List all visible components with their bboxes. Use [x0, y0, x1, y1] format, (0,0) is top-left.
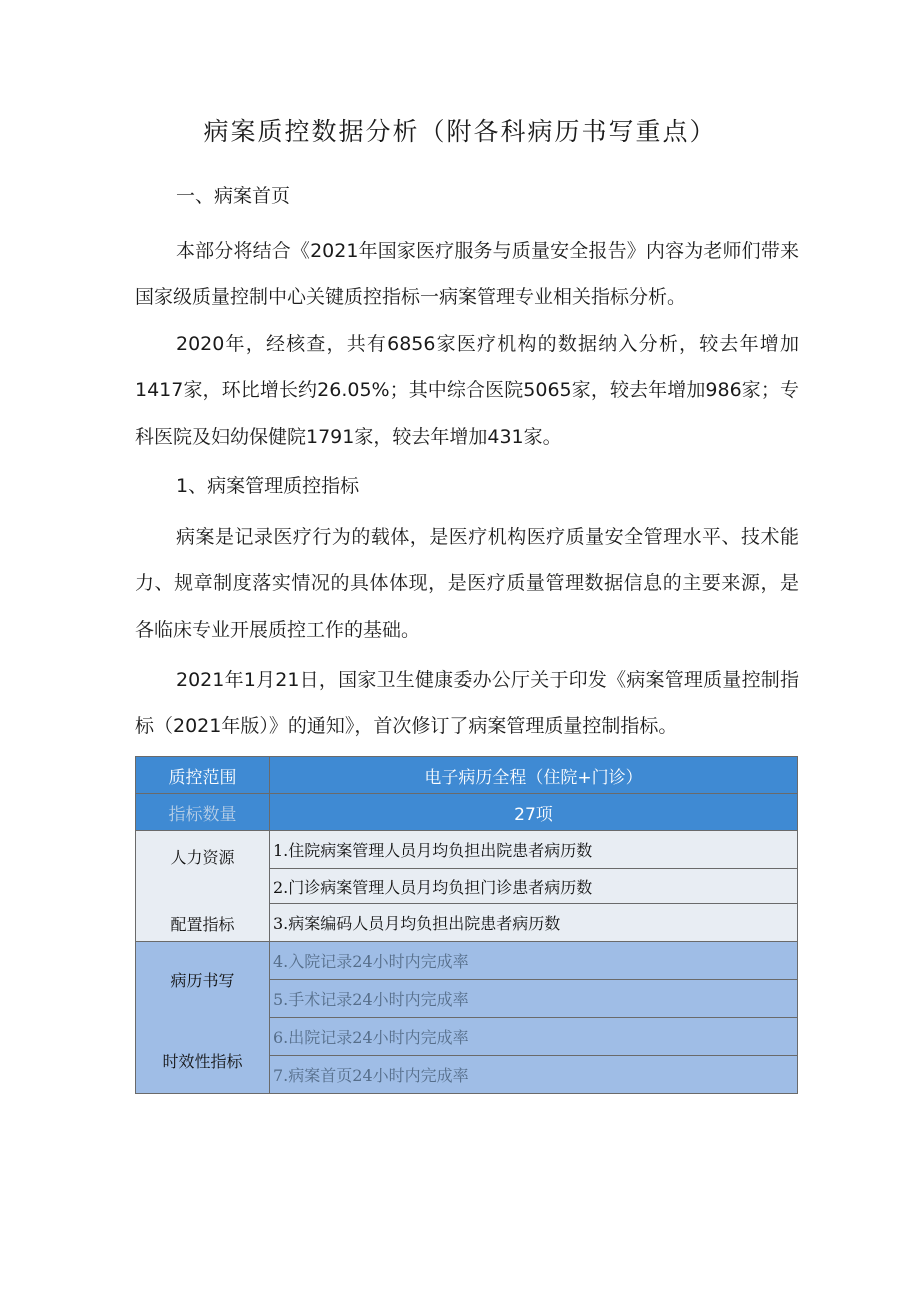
category-staffing [136, 831, 270, 942]
count-value: 27项 [270, 794, 798, 831]
subsection-heading: 1、病案管理质控指标 [176, 475, 360, 497]
category-timeliness [136, 942, 270, 1094]
section-heading: 一、病案首页 [176, 185, 291, 207]
paragraph-notice: 2021年1月21日，国家卫生健康委办公厅关于印发《病案管理质量控制指标（2021年版）》的通知》，首次修订了病案管理质量控制指标。 [135, 669, 799, 738]
paragraph-definition: 病案是记录医疗行为的载体，是医疗机构医疗质量安全管理水平、技术能力、规章制度落实情况的具体体现，是医疗质量管理数据信息的主要来源，是各临床专业开展质控工作的基础。 [135, 526, 799, 641]
header-scope-label: 质控范围 [136, 757, 270, 794]
indicator-item: 4.入院记录24小时内完成率 [270, 942, 798, 980]
table-header-row [136, 757, 798, 794]
category-timeliness-line1: 病历书写 [170, 970, 235, 990]
indicator-item: 6.出院记录24小时内完成率 [270, 1018, 798, 1056]
paragraph-intro: 本部分将结合《2021年国家医疗服务与质量安全报告》内容为老师们带来国家级质量控制中心关键质控指标一病案管理专业相关指标分析。 [135, 240, 799, 309]
category-staffing-line2: 配置指标 [170, 915, 235, 934]
indicator-item: 7.病案首页24小时内完成率 [270, 1056, 798, 1094]
indicator-item: 5.手术记录24小时内完成率 [270, 980, 798, 1018]
category-staffing-line1: 人力资源 [170, 848, 235, 867]
paragraph-statistics: 2020年，经核查，共有6856家医疗机构的数据纳入分析，较去年增加1417家，环比增长约26.05%；其中综合医院5065家，较去年增加986家；专科医院及妇幼保健院1791家，较去年增加431家。 [135, 333, 799, 448]
indicator-item: 3.病案编码人员月均负担出院患者病历数 [270, 904, 798, 942]
header-scope-value: 电子病历全程（住院+门诊） [270, 757, 798, 794]
table-row [136, 942, 798, 980]
table-row [136, 831, 798, 869]
category-timeliness-line2: 时效性指标 [162, 1051, 243, 1071]
document-title: 病案质控数据分析（附各科病历书写重点） [203, 117, 717, 146]
count-label: 指标数量 [136, 794, 270, 831]
indicator-item: 2.门诊病案管理人员月均负担门诊患者病历数 [270, 869, 798, 904]
indicator-item: 1.住院病案管理人员月均负担出院患者病历数 [270, 831, 798, 869]
indicator-table [135, 756, 798, 1094]
table-count-row [136, 794, 798, 831]
